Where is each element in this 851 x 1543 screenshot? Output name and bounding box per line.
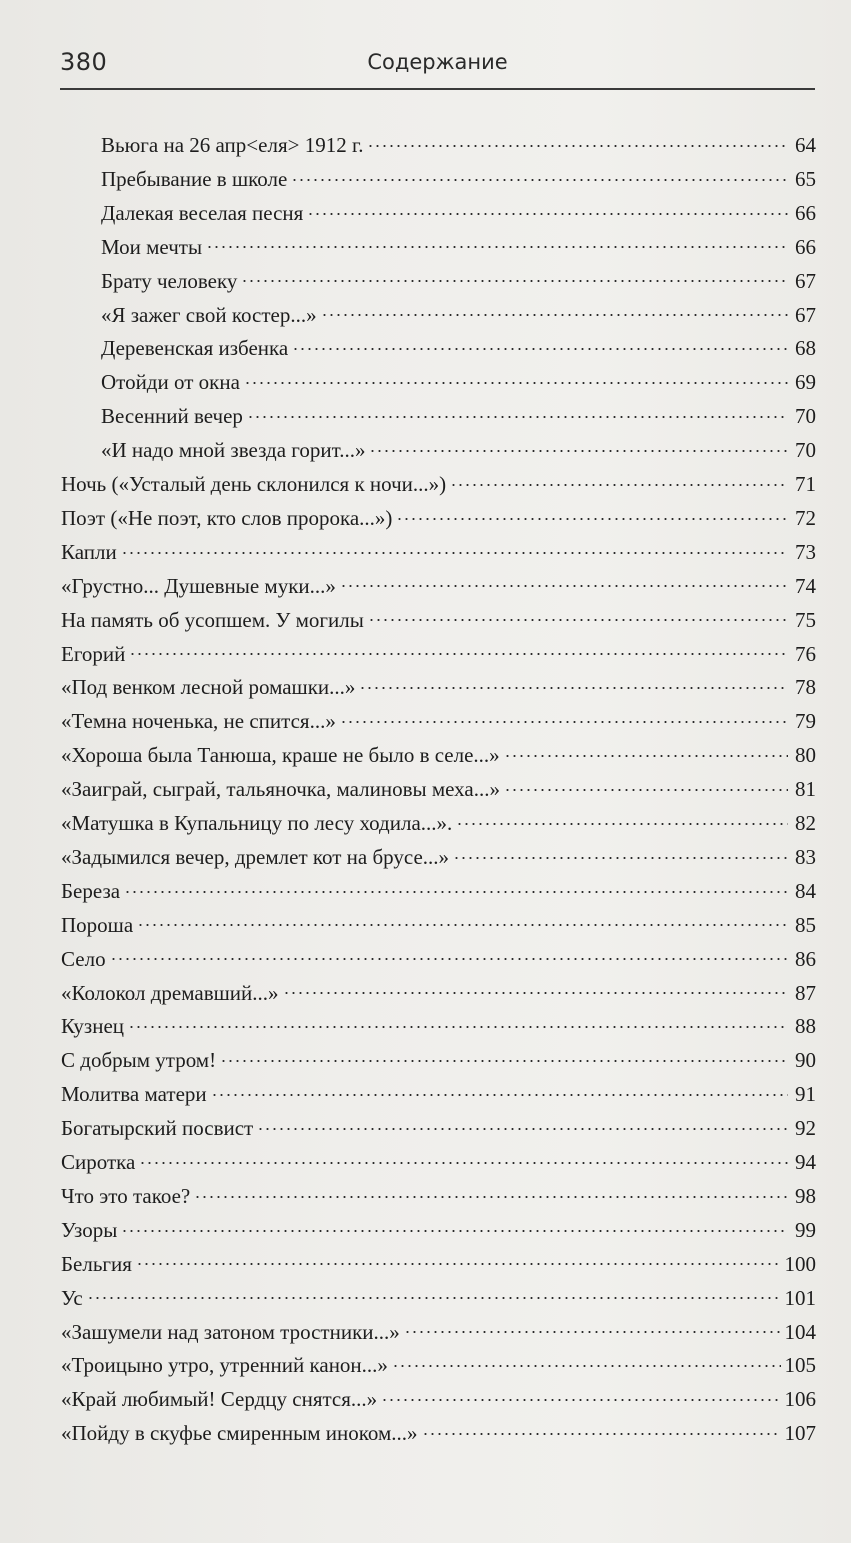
toc-entry-page: 92 [795,1116,816,1141]
toc-dot-leader [206,233,788,254]
toc-entry-title: «Край любимый! Сердцу снятся...» [61,1387,378,1412]
toc-entry-title: Отойди от окна [101,370,240,395]
toc-entry [61,538,816,571]
toc-dot-leader [87,1284,781,1305]
toc-entry [61,1419,816,1452]
toc-entry-title: Береза [61,878,121,903]
toc-dot-leader [139,1148,788,1169]
toc-entry [101,368,816,401]
toc-entry-title: Село [61,946,106,971]
toc-dot-leader [124,877,788,898]
toc-entry [101,402,816,435]
toc-entry-page: 68 [795,336,816,361]
toc-entry-title: «Колокол дремавший...» [61,980,279,1005]
toc-entry [101,334,816,367]
toc-entry-page: 69 [795,370,816,395]
toc-entry [101,165,816,198]
page-header [60,48,815,88]
toc-entry-title: «Темна ноченька, не спится...» [61,709,336,734]
toc-entry-page: 94 [795,1150,816,1174]
toc-entry-page: 88 [795,1014,816,1039]
toc-entry-page: 64 [795,133,816,157]
toc-dot-leader [211,1080,788,1101]
toc-entry [61,1284,816,1317]
toc-dot-leader [340,707,788,728]
toc-dot-leader [247,402,788,423]
toc-entry [61,843,816,876]
toc-entry [61,1351,816,1384]
toc-entry-page: 98 [795,1183,816,1208]
toc-dot-leader [257,1114,788,1135]
toc-entry-title: Пребывание в школе [101,166,288,191]
toc-entry-title: «И надо мной звезда горит...» [101,438,366,463]
toc-entry-page: 101 [784,1285,816,1310]
toc-entry [101,233,816,266]
toc-entry [61,572,816,605]
toc-dot-leader [321,301,788,322]
toc-entry-page: 72 [795,505,816,530]
toc-entry [61,979,816,1012]
toc-entry-title: Кузнец [61,1014,125,1039]
toc-dot-leader [137,911,788,932]
toc-entry-title: Ночь («Усталый день склонился к ночи...») [61,472,447,496]
toc-entry-page: 79 [795,709,816,734]
toc-entry [61,640,816,673]
toc-dot-leader [392,1351,781,1372]
toc-entry-title: Поэт («Не поэт, кто слов пророка...») [61,505,393,530]
toc-entry-title: С добрым утром! [61,1048,217,1073]
toc-entry [101,301,816,334]
toc-entry-page: 70 [795,404,816,429]
toc-entry-title: На память об усопшем. У могилы [61,607,364,632]
toc-dot-leader [369,436,788,457]
toc-entry [61,945,816,978]
toc-entry-title: «Троицыно утро, утренний канон...» [61,1353,388,1378]
toc-dot-leader [110,945,788,966]
page-number: 380 [60,48,108,76]
toc-dot-leader [456,809,788,830]
toc-entry-title: Егорий [61,641,126,666]
toc-entry-title: «Пойду в скуфье смиренным иноком...» [61,1421,418,1446]
toc-entry [101,199,816,232]
toc-dot-leader [292,334,788,355]
toc-entry-title: Богатырский посвист [61,1116,254,1141]
toc-dot-leader [129,640,788,661]
toc-entry [61,1216,816,1249]
toc-entry-title: Далекая веселая песня [101,200,304,225]
toc-entry-page: 70 [795,438,816,463]
toc-entry [61,1250,816,1283]
toc-entry-title: Весенний вечер [101,404,243,429]
toc-entry [61,1385,816,1418]
toc-entry-title: «Грустно... Душевные муки...» [61,573,336,598]
toc-entry [61,1318,816,1351]
toc-dot-leader [396,504,788,525]
toc-entry [61,775,816,808]
toc-dot-leader [244,368,788,389]
toc-dot-leader [121,1216,788,1237]
toc-dot-leader [121,538,788,559]
toc-entry-page: 80 [795,743,816,768]
toc-dot-leader [220,1046,788,1067]
toc-entry [61,1148,816,1181]
toc-entry-title: Бельгия [61,1251,132,1276]
toc-entry [61,911,816,944]
toc-dot-leader [283,979,788,1000]
toc-entry-page: 66 [795,234,816,259]
toc-entry-page: 104 [784,1319,816,1344]
toc-entry-page: 76 [795,641,816,666]
toc-dot-leader [453,843,788,864]
toc-entry-title: Капли [61,539,117,564]
toc-dot-leader [340,572,788,593]
toc-entry-page: 107 [784,1421,816,1446]
header-rule [60,88,815,90]
toc-entry-page: 83 [795,844,816,869]
toc-entry-page: 87 [795,980,816,1005]
toc-entry [61,707,816,740]
toc-entry-title: «Под венком лесной ромашки...» [61,675,356,700]
toc-entry-title: Пороша [61,912,134,937]
toc-entry-title: Брату человеку [101,268,238,293]
running-head: Содержание [367,50,508,74]
toc-entry-page: 74 [795,573,816,598]
toc-dot-leader [241,267,788,288]
toc-dot-leader [194,1182,788,1203]
toc-dot-leader [504,775,788,796]
toc-entry-title: «Задымился вечер, дремлет кот на брусе...» [61,844,450,869]
toc-entry-title: «Я зажег свой костер...» [101,302,317,327]
toc-entry [101,436,816,469]
toc-entry [61,1046,816,1079]
toc-entry-page: 73 [795,539,816,564]
toc-entry-page: 71 [795,472,816,496]
toc-entry-page: 91 [795,1082,816,1107]
toc-entry-page: 75 [795,607,816,632]
toc-entry [101,267,816,300]
toc-dot-leader [422,1419,781,1440]
toc-entry [61,606,816,639]
toc-entry-page: 81 [795,777,816,802]
toc-entry-page: 100 [784,1251,816,1276]
toc-dot-leader [381,1385,780,1406]
toc-entry-page: 66 [795,200,816,225]
toc-entry-page: 67 [795,268,816,293]
toc-entry-page: 82 [795,811,816,835]
toc-entry-title: Мои мечты [101,234,203,259]
toc-entry-page: 90 [795,1048,816,1073]
toc-entry [61,470,816,503]
toc-dot-leader [450,470,788,491]
toc-entry-page: 86 [795,946,816,971]
toc-dot-leader [291,165,788,186]
toc-entry-page: 84 [795,878,816,903]
toc-entry [61,1114,816,1147]
toc-entry [61,504,816,537]
toc-entry-title: Деревенская избенка [101,336,289,361]
toc-entry [61,809,816,842]
toc-dot-leader [504,741,788,762]
toc-entry-page: 105 [784,1353,816,1378]
toc-dot-leader [136,1250,781,1271]
toc-entry-page: 67 [795,302,816,327]
toc-entry-title: «Заиграй, сыграй, тальяночка, малиновы меха...» [61,777,500,802]
toc-entry [61,1012,816,1045]
toc-entry-title: «Матушка в Купальницу по лесу ходила...». [61,811,453,835]
toc-dot-leader [359,673,788,694]
toc-dot-leader [128,1012,788,1033]
toc-entry-title: Молитва матери [61,1082,207,1107]
toc-entry-page: 99 [795,1217,816,1242]
toc-entry-page: 78 [795,675,816,700]
toc-entry-page: 65 [795,166,816,191]
toc-entry [61,877,816,910]
toc-entry-title: Узоры [61,1217,118,1242]
toc-entry-page: 85 [795,912,816,937]
toc-entry-title: «Зашумели над затоном тростники...» [61,1319,400,1344]
toc-dot-leader [404,1318,781,1339]
toc-entry-title: «Хороша была Танюша, краше не было в селе...» [61,743,500,768]
toc-entry [61,1080,816,1113]
toc-entry-title: Сиротка [61,1150,136,1174]
toc-dot-leader [307,199,788,220]
toc-dot-leader [368,606,788,627]
toc-entry-page: 106 [784,1387,816,1412]
toc-entry [61,741,816,774]
toc-entry-title: Ус [61,1285,83,1310]
toc-entry-title: Вьюга на 26 апр<еля> 1912 г. [101,133,364,157]
toc-entry [101,131,816,164]
toc-dot-leader [367,131,788,152]
toc-entry-title: Что это такое? [61,1183,191,1208]
toc-entry [61,1182,816,1215]
toc-entry [61,673,816,706]
